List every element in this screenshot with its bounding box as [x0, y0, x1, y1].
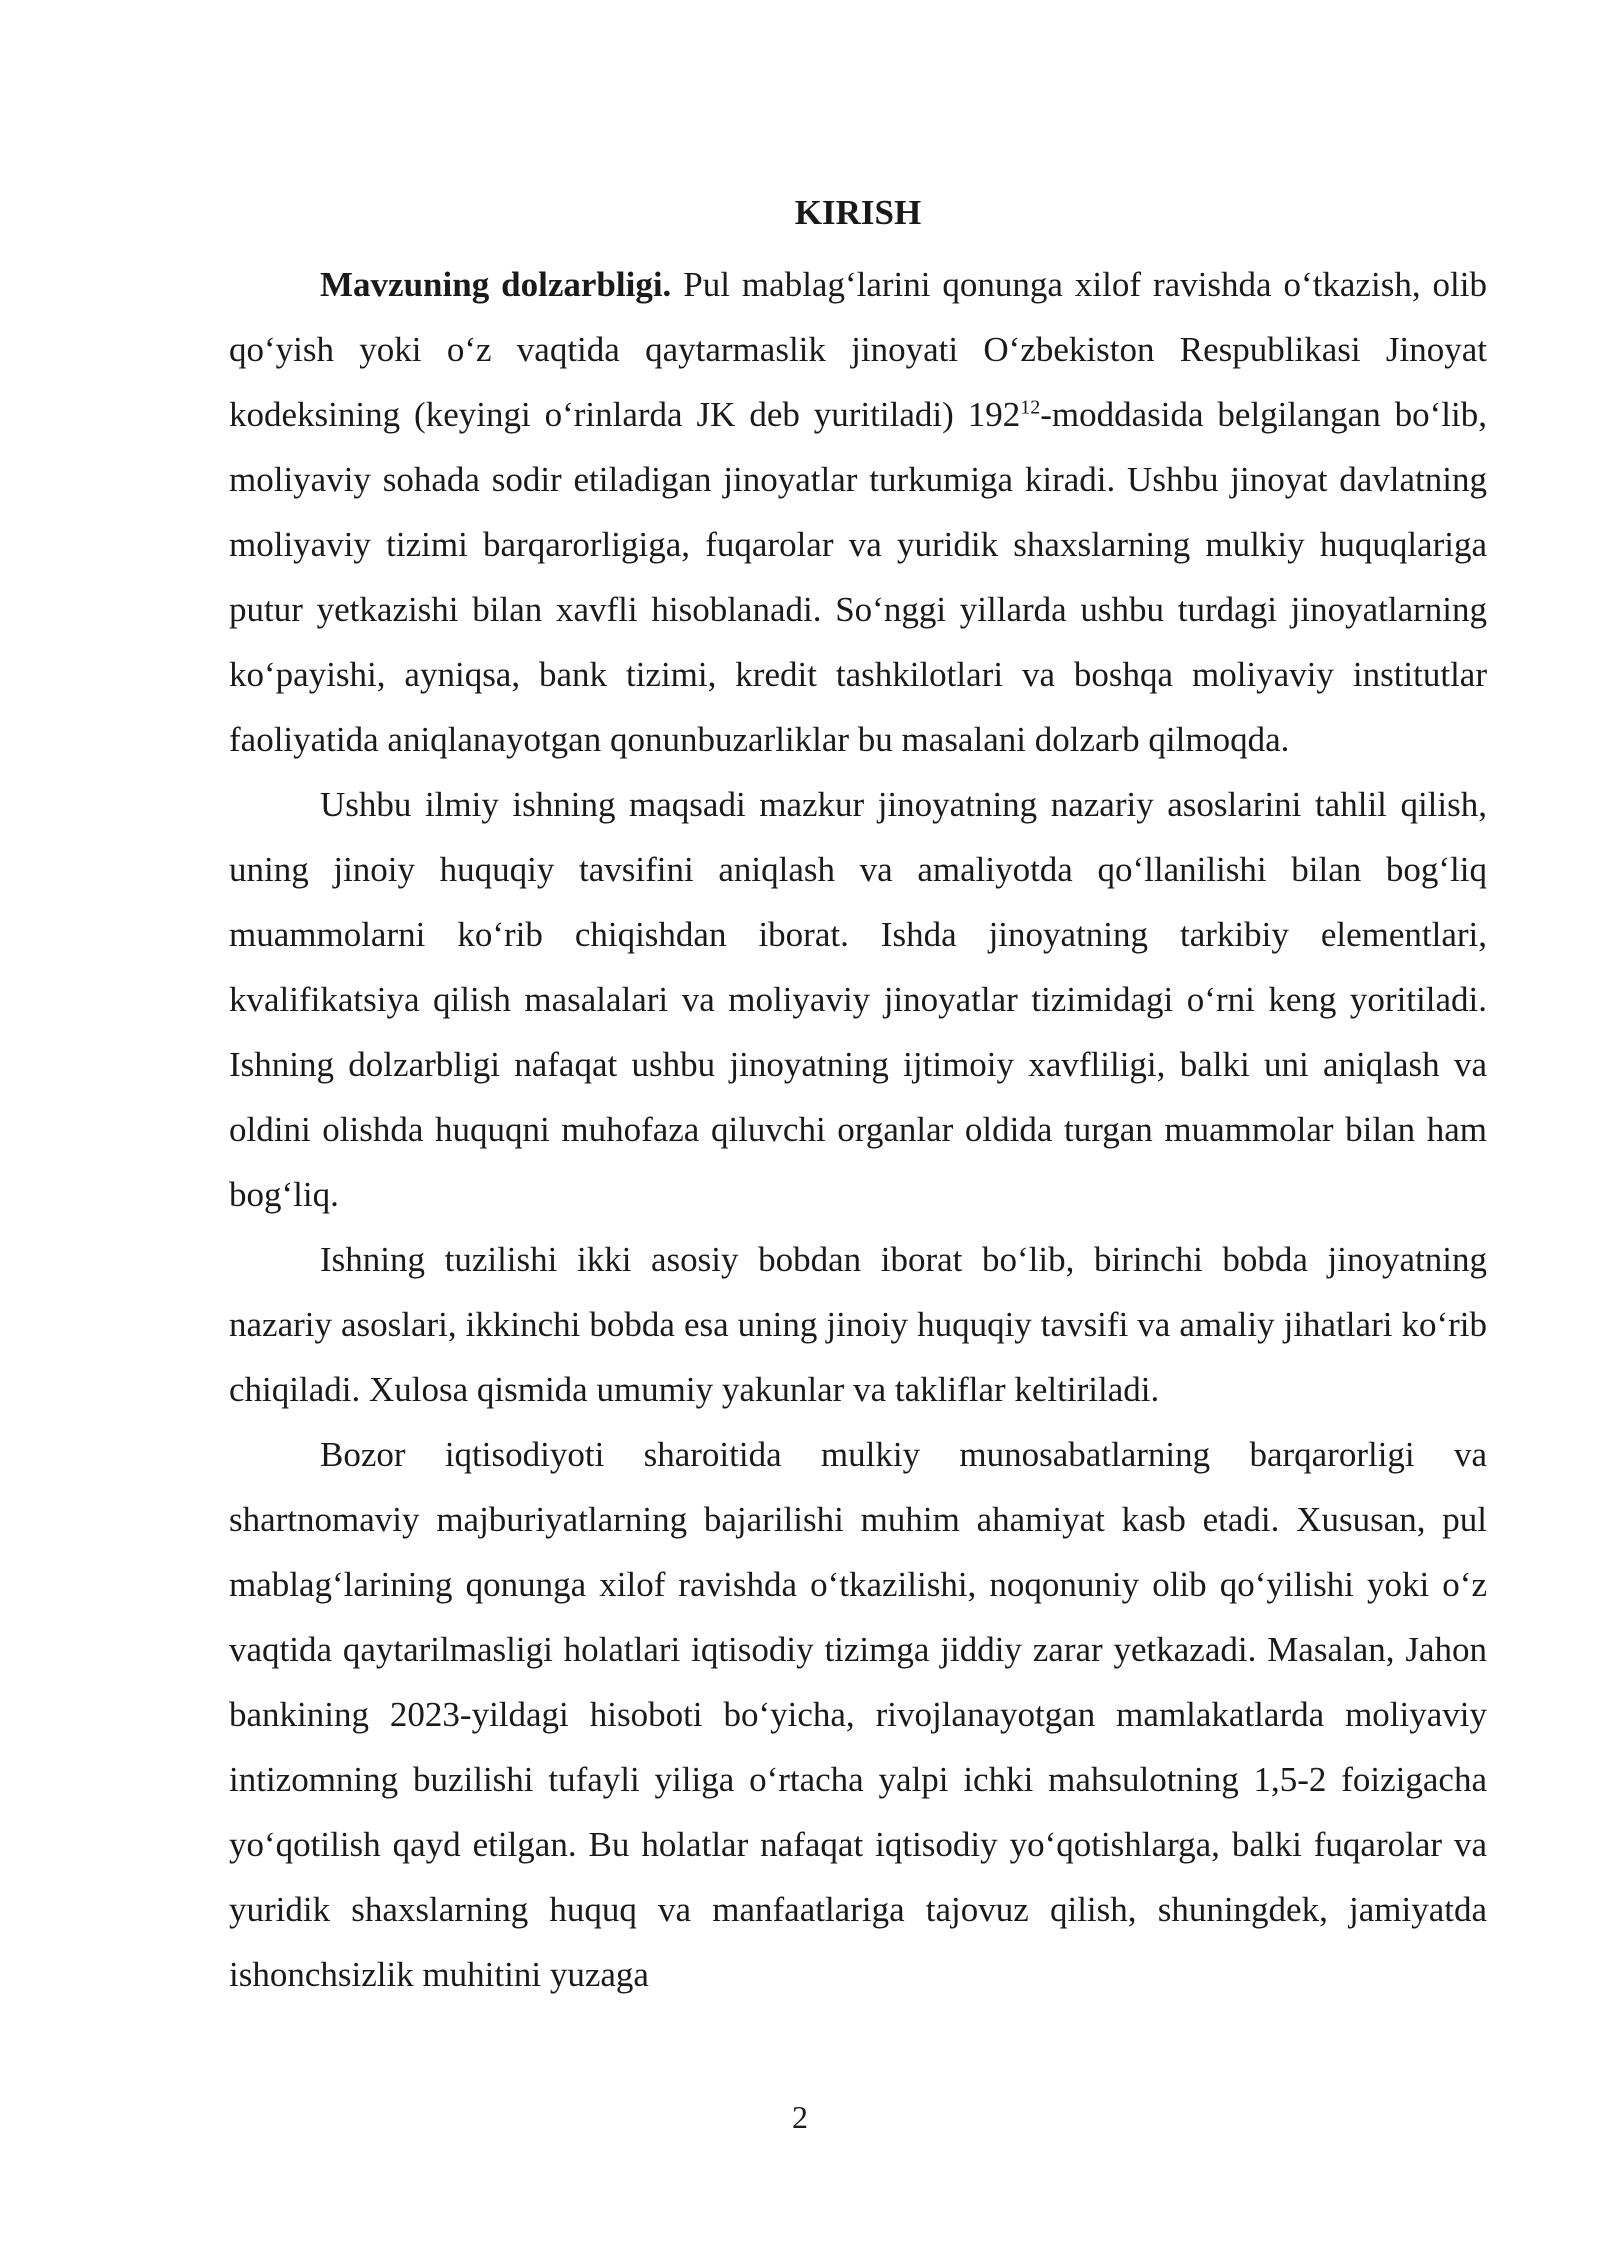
paragraph-text: Pul mablag‘larini qonunga xilof ravishda o‘tkazish, olib qo‘yish yoki o‘z vaqtida qaytarmaslik jinoyati O‘zbekiston Respublikasi Jinoyat kodeksining (keyingi o‘rinlarda JK deb yuritiladi) 192 [229, 265, 1487, 434]
paragraph-structure: Ishning tuzilishi ikki asosiy bobdan iborat bo‘lib, birinchi bobda jinoyatning nazariy asoslari, ikkinchi bobda esa uning jinoiy huquqiy tavsifi va amaliy jihatlari ko‘rib chiqiladi. Xulosa qismida umumiy yakunlar va takliflar keltiriladi. [229, 1240, 1487, 1409]
paragraph-text: -moddasida belgilangan bo‘lib, moliyaviy sohada sodir etiladigan jinoyatlar turkumiga kiradi. Ushbu jinoyat davlatning moliyaviy tizimi barqarorligiga, fuqarolar va yuridik shaxslarning mulkiy huquqlariga putur yetkazishi bilan xavfli hisoblanadi. So‘nggi yillarda ushbu turdagi jinoyatlarning ko‘payishi, ayniqsa, bank tizimi, kredit tashkilotlari va boshqa moliyaviy institutlar faoliyatida aniqlanayotgan qonunbuzarliklar bu masalani dolzarb qilmoqda. [229, 395, 1487, 759]
document-page [229, 188, 1487, 2007]
page-number: 2 [792, 2099, 808, 2135]
paragraph-purpose: Ushbu ilmiy ishning maqsadi mazkur jinoyatning nazariy asoslarini tahlil qilish, uning jinoiy huquqiy tavsifini aniqlash va amaliyotda qo‘llanilishi bilan bog‘liq muammolarni ko‘rib chiqishdan iborat. Ishda jinoyatning tarkibiy elementlari, kvalifikatsiya qilish masalalari va moliyaviy jinoyatlar tizimidagi o‘rni keng yoritiladi. Ishning dolzarbligi nafaqat ushbu jinoyatning ijtimoiy xavfliligi, balki uni aniqlash va oldini olishda huquqni muhofaza qiluvchi organlar oldida turgan muammolar bilan ham bog‘liq. [229, 785, 1487, 1214]
paragraph-relevance [229, 252, 1487, 772]
section-heading: KIRISH [794, 193, 922, 232]
article-superscript: 12 [1020, 396, 1041, 419]
paragraph-market-economy: Bozor iqtisodiyoti sharoitida mulkiy munosabatlarning barqarorligi va shartnomaviy majburiyatlarning bajarilishi muhim ahamiyat kasb etadi. Xususan, pul mablag‘larining qonunga xilof ravishda o‘tkazilishi, noqonuniy olib qo‘yilishi yoki o‘z vaqtida qaytarilmasligi holatlari iqtisodiy tizimga jiddiy zarar yetkazadi. Masalan, Jahon bankining 2023-yildagi hisoboti bo‘yicha, rivojlanayotgan mamlakatlarda moliyaviy intizomning buzilishi tufayli yiliga o‘rtacha yalpi ichki mahsulotning 1,5-2 foizigacha yo‘qotilish qayd etilgan. Bu holatlar nafaqat iqtisodiy yo‘qotishlarga, balki fuqarolar va yuridik shaxslarning huquq va manfaatlariga tajovuz qilish, shuningdek, jamiyatda ishonchsizlik muhitini yuzaga [229, 1435, 1487, 1994]
paragraph-lead: Mavzuning dolzarbligi. [320, 265, 672, 304]
